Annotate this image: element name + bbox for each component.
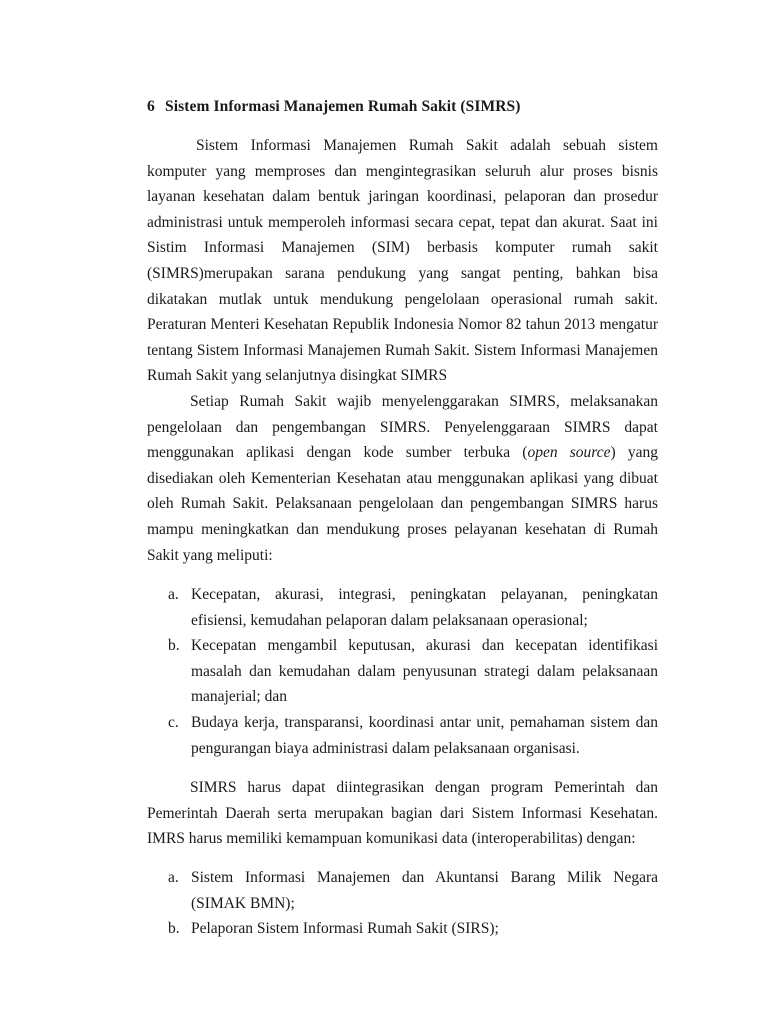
list-item [147,916,658,942]
document-page [147,97,658,942]
paragraph-2-italic-term: open source [527,444,611,462]
list-marker: a. [168,869,179,887]
paragraph-2-part-2: ) yang disediakan oleh Kementerian Kesehatan atau menggunakan aplikasi yang dibuat oleh Rumah Sakit. Pelaksanaan pengelolaan dan pengembangan SIMRS harus mampu meningkatkan dan mendukung proses pelayanan kesehatan di Rumah Sakit yang meliputi: [147,444,658,564]
section-title: Sistem Informasi Manajemen Rumah Sakit (SIMRS) [164,98,521,115]
list-item-text: Budaya kerja, transparansi, koordinasi antar unit, pemahaman sistem dan pengurangan biaya administrasi dalam pelaksanaan organisasi. [191,714,658,757]
list-item [147,865,658,916]
list-marker: b. [168,637,180,655]
list-item-text: Sistem Informasi Manajemen dan Akuntansi Barang Milik Negara (SIMAK BMN); [191,869,658,912]
list-marker: c. [168,714,179,732]
list-marker: a. [168,586,179,604]
list-item-text: Pelaporan Sistem Informasi Rumah Sakit (SIRS); [191,920,499,938]
list-item [147,710,658,761]
interoperability-list [147,865,658,942]
list-item [147,582,658,633]
paragraph-1: Sistem Informasi Manajemen Rumah Sakit adalah sebuah sistem komputer yang memproses dan mengintegrasikan seluruh alur proses bisnis layanan kesehatan dalam bentuk jaringan koordinasi, pelaporan dan prosedur administrasi untuk memperoleh informasi secara cepat, tepat dan akurat. Saat ini Sistim Informasi Manajemen (SIM) berbasis komputer rumah sakit (SIMRS)merupakan sarana pendukung yang sangat penting, bahkan bisa dikatakan mutlak untuk mendukung pengelolaan operasional rumah sakit. Peraturan Menteri Kesehatan Republik Indonesia Nomor 82 tahun 2013 mengatur tentang Sistem Informasi Manajemen Rumah Sakit. Sistem Informasi Manajemen Rumah Sakit yang selanjutnya disingkat SIMRS [147,137,658,385]
benefits-list [147,582,658,761]
section-heading [147,97,658,117]
paragraph-2-part-1: Setiap Rumah Sakit wajib menyelenggarakan SIMRS, melaksanakan pengelolaan dan pengembangan SIMRS. Penyelenggaraan SIMRS dapat menggunakan aplikasi dengan kode sumber terbuka ( [147,392,658,462]
paragraph-2 [147,389,658,568]
list-marker: b. [168,920,180,938]
list-item-text: Kecepatan, akurasi, integrasi, peningkatan pelayanan, peningkatan efisiensi, kemudahan pelaporan dalam pelaksanaan operasional; [191,586,658,629]
paragraph-3: SIMRS harus dapat diintegrasikan dengan program Pemerintah dan Pemerintah Daerah serta merupakan bagian dari Sistem Informasi Kesehatan. IMRS harus memiliki kemampuan komunikasi data (interoperabilitas) dengan: [147,779,658,848]
list-item [147,633,658,710]
section-number: 6 [147,98,155,115]
list-item-text: Kecepatan mengambil keputusan, akurasi dan kecepatan identifikasi masalah dan kemudahan dalam penyusunan strategi dalam pelaksanaan manajerial; dan [191,637,658,706]
